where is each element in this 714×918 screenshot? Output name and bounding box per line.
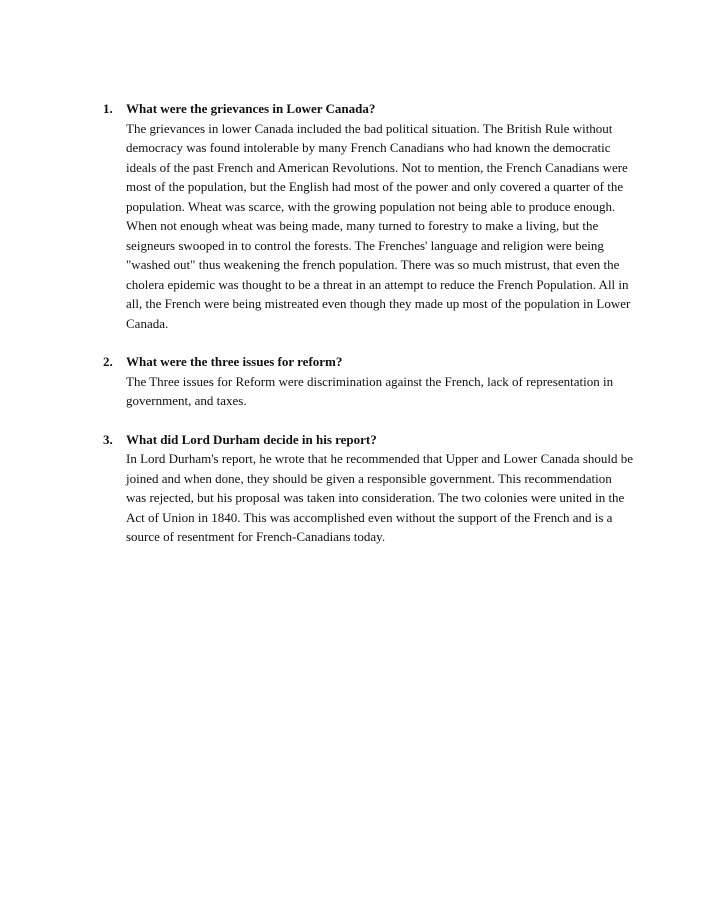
answer-text: In Lord Durham's report, he wrote that he recommended that Upper and Lower Canada should be joined and when done, they should be given a responsible government. This recommendation was rejected, but his proposal was taken into consideration. The two colonies were united in the Act of Union in 1840. This was accomplished even without the support of the French and is a source of resentment for French-Canadians today. — [126, 451, 634, 544]
question-number: 1. — [103, 101, 113, 116]
answer-text: The Three issues for Reform were discrimination against the French, lack of representation in government, and taxes. — [126, 373, 614, 408]
answer-text: The grievances in lower Canada included the bad political situation. The British Rule without democracy was found intolerable by many French Canadians who had known the democratic ideals of the past French and American Revolutions. Not to mention, the French Canadians were most of the population, but the English had most of the power and only covered a quarter of the population. Wheat was scarce, with the growing population not being able to produce enough. When not enough wheat was being made, many turned to forestry to make a living, but the seigneurs swooped in to control the forests. The Frenches' language and religion were being "washed out" thus weakening the french population. There was so much mistrust, that even the cholera epidemic was thought to be a threat in an attempt to reduce the French Population. All in all, the French were being mistreated even though they made up most of the population in Lower Canada. — [126, 120, 631, 331]
question-item-1 — [103, 99, 643, 333]
question-text: What did Lord Durham decide in his report? — [126, 431, 377, 447]
question-number: 2. — [103, 354, 113, 369]
question-list — [103, 99, 643, 566]
question-text: What were the grievances in Lower Canada? — [126, 101, 376, 116]
question-item-2 — [103, 352, 643, 411]
question-item-3 — [103, 430, 643, 547]
question-text: What were the three issues for reform? — [126, 354, 343, 369]
question-number: 3. — [103, 431, 113, 447]
